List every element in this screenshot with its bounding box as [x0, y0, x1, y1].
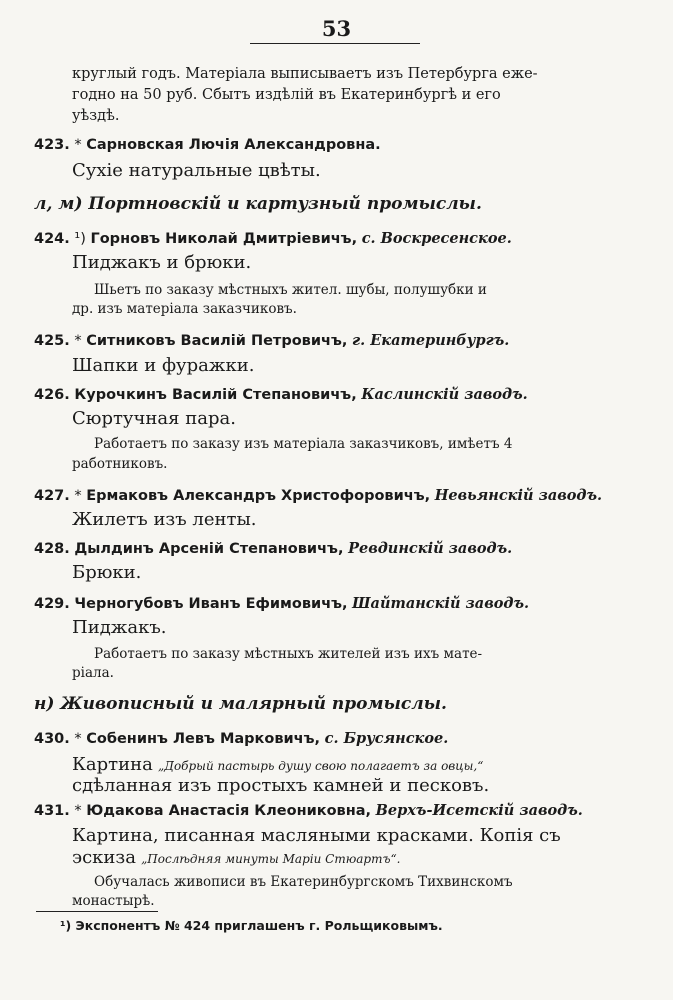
exhibitor-place: с. Брусянское.: [324, 730, 449, 747]
exhibitor-name: Юдакова Анастасія Клеониковна,: [86, 803, 372, 819]
entry-number: 429.: [34, 596, 70, 612]
entry-number: 424.: [34, 231, 70, 247]
exhibitor-place: Шайтанскій заводъ.: [352, 595, 530, 612]
entry-mark: *: [74, 803, 82, 819]
exhibitor-name: Собенинъ Левъ Марковичъ,: [86, 731, 321, 747]
page-number: 53: [321, 16, 352, 41]
entry-429-item: Пиджакъ.: [72, 617, 167, 638]
entry-423-header: [34, 137, 381, 153]
entry-424-note-1: Шьетъ по заказу мѣстныхъ жител. шубы, полушубки и: [94, 282, 487, 298]
entry-429-note-1: Работаетъ по заказу мѣстныхъ жителей изъ ихъ мате-: [94, 646, 483, 662]
intro-line-2: годно на 50 руб. Сбытъ издѣлій въ Екатеринбургѣ и его: [72, 87, 501, 103]
entry-number: 430.: [34, 731, 70, 747]
entry-430-header: [34, 730, 448, 747]
exhibitor-name: Горновъ Николай Дмитріевичъ,: [90, 231, 358, 247]
entry-430-item-line-1: [72, 754, 483, 775]
entry-number: 427.: [34, 488, 70, 504]
entry-426-header: [34, 386, 528, 403]
entry-431-note-2: монастырѣ.: [72, 893, 155, 909]
exhibitor-name: Дылдинъ Арсеній Степановичъ,: [74, 541, 344, 557]
entry-425-item: Шапки и фуражки.: [72, 355, 255, 376]
entry-428-item: Брюки.: [72, 562, 142, 583]
entry-mark: *: [74, 488, 82, 504]
item-title-quote: „Послѣдняя минуты Маріи Стюартъ“.: [141, 852, 401, 866]
entry-mark: *: [74, 333, 82, 349]
entry-428-header: [34, 540, 512, 557]
entry-number: 425.: [34, 333, 70, 349]
exhibitor-place: Невьянскій заводъ.: [434, 487, 603, 504]
entry-number: 423.: [34, 137, 70, 153]
item-text: эскиза: [72, 847, 136, 868]
entry-431-header: [34, 802, 583, 819]
section-heading-lm: л, м) Портновскій и картузный промыслы.: [34, 194, 482, 214]
exhibitor-place: Ревдинскій заводъ.: [348, 540, 513, 557]
item-title-quote: „Добрый пастырь душу свою полагаетъ за овцы,“: [157, 759, 484, 773]
entry-mark: *: [74, 731, 82, 747]
entry-426-item: Сюртучная пара.: [72, 408, 236, 429]
entry-mark: ¹): [74, 231, 86, 247]
intro-line-1: круглый годъ. Матеріала выписываетъ изъ Петербурга еже-: [72, 66, 538, 82]
exhibitor-name: Черногубовъ Иванъ Ефимовичъ,: [74, 596, 348, 612]
entry-426-note-1: Работаетъ по заказу изъ матеріала заказчиковъ, имѣетъ 4: [94, 436, 513, 452]
page-number-rule: [250, 43, 420, 44]
exhibitor-name: Курочкинъ Василій Степановичъ,: [74, 387, 357, 403]
entry-423-item: Сухіе натуральные цвѣты.: [72, 160, 321, 181]
entry-429-note-2: ріала.: [72, 665, 114, 681]
section-heading-n: н) Живописный и малярный промыслы.: [34, 694, 447, 714]
entry-431-item-line-2: [72, 847, 400, 868]
entry-429-header: [34, 595, 529, 612]
entry-number: 431.: [34, 803, 70, 819]
entry-424-header: [34, 230, 512, 247]
item-text: Картина: [72, 754, 153, 775]
exhibitor-place: Каслинскій заводъ.: [361, 386, 528, 403]
exhibitor-place: с. Воскресенское.: [361, 230, 512, 247]
exhibitor-name: Ермаковъ Александръ Христофоровичъ,: [86, 488, 431, 504]
entry-number: 426.: [34, 387, 70, 403]
entry-431-note-1: Обучалась живописи въ Екатеринбургскомъ Тихвинскомъ: [94, 874, 513, 890]
footnote: ¹) Экспонентъ № 424 приглашенъ г. Рольщиковымъ.: [60, 918, 443, 933]
entry-number: 428.: [34, 541, 70, 557]
exhibitor-place: г. Екатеринбургъ.: [351, 332, 510, 349]
entry-430-item-line-2: сдѣланная изъ простыхъ камней и песковъ.: [72, 775, 490, 796]
exhibitor-place: Верхъ-Исетскій заводъ.: [375, 802, 583, 819]
entry-427-header: [34, 487, 602, 504]
entry-426-note-2: работниковъ.: [72, 456, 168, 472]
exhibitor-name: Ситниковъ Василій Петровичъ,: [86, 333, 348, 349]
intro-line-3: уѣздѣ.: [72, 108, 120, 124]
exhibitor-name: Сарновская Лючія Александровна.: [86, 137, 381, 153]
entry-424-item: Пиджакъ и брюки.: [72, 252, 252, 273]
entry-mark: *: [74, 137, 82, 153]
entry-424-note-2: др. изъ матеріала заказчиковъ.: [72, 301, 297, 317]
footnote-rule: [36, 911, 158, 912]
entry-431-item-line-1: Картина, писанная масляными красками. Копія съ: [72, 825, 561, 846]
entry-427-item: Жилетъ изъ ленты.: [72, 509, 257, 530]
entry-425-header: [34, 332, 509, 349]
